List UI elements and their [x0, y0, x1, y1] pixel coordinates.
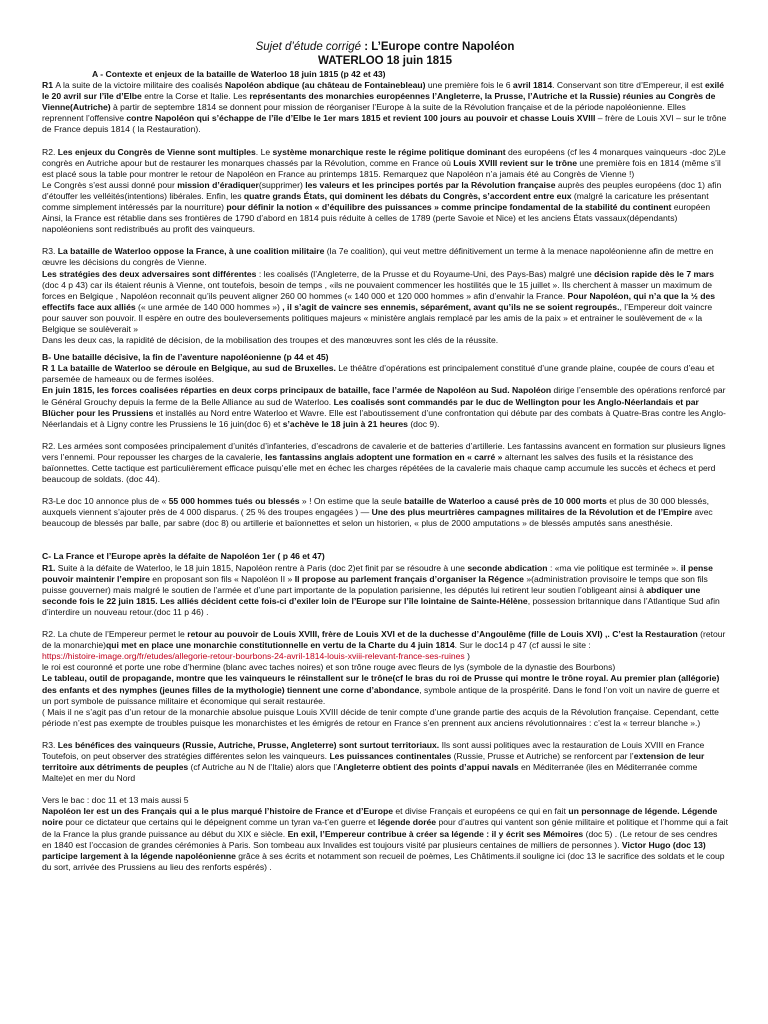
text-run: , l’Empereur doit vaincre pour sauver son pouvoir. Il espère en outre des bouleversements politiques majeurs « ministère anglais remplacé par les amis de la paix » et entrainer le soulèvement de « la Belgique se soulèverait » [42, 301, 713, 334]
text-run: R3-Le doc 10 annonce plus de « [42, 496, 169, 507]
text-run: – frère de Louis XVI – sur le trône de France depuis 1814 ( la Restauration). [42, 113, 727, 135]
text-run: R2. [42, 146, 58, 157]
text-run: 55 000 hommes tués ou blessés [168, 496, 300, 507]
text-run: . Le [255, 146, 273, 157]
text-run: (doc 9). [407, 418, 440, 429]
text-run: dirige l’ensemble des opérations renforcé par le Général Grouchy depuis la ferme de la Belle Alliance au sud de Waterloo. [42, 385, 726, 407]
text-run: un personnage de légende. Légende noire [42, 806, 718, 828]
text-run: R 1 La bataille de Waterloo se déroule en Belgique, au sud de Bruxelles. [42, 363, 336, 374]
text-run: auprès des peuples européens (doc 1) afin d’étouffer les velléités(intentions) libérales. Enfin, les [42, 179, 722, 201]
text-run: Une des plus meurtrières campagnes militaires de la Révolution et de l’Empire [371, 507, 693, 518]
paragraph-c2-link-line [42, 651, 728, 662]
text-run: entre la Corse et Italie. Les [141, 91, 250, 102]
text-run: R1. [42, 562, 56, 573]
paragraph-c2a [42, 629, 728, 651]
text-run: Les stratégies des deux adversaires sont différentes [42, 268, 257, 279]
text-run: avril 1814 [512, 80, 553, 91]
paragraph-c2b [42, 662, 728, 673]
document-subtitle: WATERLOO 18 juin 1815 [318, 55, 452, 67]
text-run: . Conservant son titre d’Empereur, il est [552, 80, 705, 91]
text-run: En juin 1815, les forces coalisées réparties en deux corps principaux de bataille, face l’armée de Napoléon au Sud. Napoléon [42, 385, 552, 396]
text-run: exilé le 20 avril sur l’île d’Elbe [42, 80, 725, 102]
text-run: Il propose au parlement français d’organiser la Régence [294, 573, 524, 584]
text-run: Angleterre obtient des points d’appui navals [337, 762, 519, 773]
text-run: et divise Français et européens ce qui en fait [393, 806, 569, 817]
paragraph-c3 [42, 740, 728, 784]
text-run: Suite à la défaite de Waterloo, le 18 juin 1815, Napoléon rentre à Paris (doc 2)et finit par se résoudre à une [55, 562, 468, 573]
text-run: extension de leur territoire aux détriments de peuples [42, 750, 705, 773]
paragraph-c1 [42, 563, 728, 618]
text-run: européen Ainsi, la France est rétablie dans ses frontières de 1790 d’abord en 1814 puis réduite à celles de 1789 (perte Savoie et Nice) et les anciens États vassaux(dépendants) napoléoniens sont redistribués au profit des vainqueurs. [42, 202, 711, 235]
text-run: (cf Autriche au N de l’Italie) alors que l’ [188, 762, 338, 773]
text-run: les fantassins anglais adoptent une formation en « carré » [265, 451, 503, 462]
text-run: (Russie, Prusse et Autriche) se renforcent par l’ [451, 750, 634, 761]
text-run: décision rapide dès le 7 mars [594, 268, 715, 279]
text-run: Les bénéfices des vainqueurs (Russie, Autriche, Prusse, Angleterre) sont surtout territoriaux. [57, 739, 440, 750]
text-run: et installés au Nord entre Waterloo et Wavre. Elle est l’aboutissement d’une confrontation qui débute par des combats à Quatre-Bras contre les Anglo-Néerlandais et à Ligny contre les Prussiens le 16 juin(doc 6) et [42, 407, 726, 429]
text-run: représentants des monarchies européennes l’Angleterre, la Prusse, l’Autriche et la Russie) réunies au Congrès de Vienne(Autriche) [42, 91, 716, 113]
section-c-heading: C- La France et l’Europe après la défaite de Napoléon 1er ( p 46 et 47) [42, 551, 325, 562]
paragraph-b1b [42, 385, 728, 429]
paragraph-a2b [42, 180, 728, 235]
text-run: R2. La chute de l’Empereur permet le [42, 629, 188, 640]
text-run: R2. Les armées sont composées principalement d’unités d’infanteries, d’escadrons de cavalerie et de batteries d’artillerie. Les fantassins avancent en formation sur plusieurs lignes vers l’ennemi. Pour repousser les charges de la cavalerie, [42, 440, 726, 462]
text-run: Les coalisés sont commandés par le duc de Wellington pour les Anglo-Néerlandais et par Blücher pour les Prussiens [42, 396, 699, 418]
text-run: en proposant son fils « Napoléon II » [149, 573, 295, 584]
text-run: Pour Napoléon, qui n’a que la ½ des effectifs face aux alliés [42, 290, 716, 312]
text-run: , symbole antique de la prospérité. Dans le fond l’on voit un navire de guerre et un port symbole de puissance militaire et économique qui serait restaurée. [42, 684, 720, 706]
text-run: système monarchique reste le régime politique dominant [272, 146, 506, 157]
text-run: s’achève le 18 juin à 21 heures [282, 418, 408, 429]
source-link[interactable]: https://histoire-image.org/fr/etudes/allegorie-retour-bourbons-24-avril-1814-louis-xviii-relevant-france-ses-ruines [42, 651, 465, 662]
paragraph-b3 [42, 496, 728, 529]
text-run: » ! On estime que la seule [299, 496, 405, 507]
paragraph-a3c: Dans les deux cas, la rapidité de décision, de la mobilisation des troupes et des manœuvres sont les clés de la réussite. [42, 335, 499, 346]
text-run: : «ma vie politique est terminée ». [547, 562, 681, 573]
text-run: à partir de septembre 1814 se donnent pour mission de réorganiser l’Europe à la suite de la Révolution française et de la période napoléonienne. Elles reprennent l’offensive [42, 102, 686, 124]
title-prefix: Sujet d’étude corrigé [255, 41, 362, 53]
text-run: pour d’autres qui vantent son génie militaire et politique et l’homme qui a fait de la France la plus grande puissance au début du XIX e siècle. [42, 817, 728, 839]
source-link-end: ) [464, 651, 470, 662]
text-run: , possession britannique dans l’Atlantique Sud afin d’interdire un nouveau retour.(doc 11 p 46) . [42, 595, 720, 617]
text-run: Napoléon Ier est un des Français qui a le plus marqué l’histoire de France et d’Europe [42, 806, 394, 817]
text-run: bataille de Waterloo a causé près de 10 000 morts [404, 496, 607, 507]
text-run: (« une armée de 140 000 hommes ») [135, 301, 283, 312]
bac-note: Vers le bac : doc 11 et 13 mais aussi 5 [42, 795, 189, 806]
paragraph-a2a [42, 147, 728, 180]
paragraph-a3b [42, 269, 728, 336]
text-run: les valeurs et les principes portés par la Révolution française [305, 179, 556, 190]
text-run: une première fois le 6 [425, 80, 513, 91]
text-run: pour définir la notion « d’équilibre des puissances » comme principe fondamental de la stabilité du continent [226, 202, 672, 213]
text-run: »(administration provisoire le temps que son fils puisse gouverner) mais malgré le soutien de l’armée et d’une part importante de la population parisienne, les députés lui retirent leur soutien l’obligeant ainsi à [42, 573, 708, 595]
text-run: le roi est couronné et porte une robe d’hermine (blanc avec taches noires) et son trône rouge avec fleurs de lys (symbole de la dynastie des Bourbons) [42, 662, 616, 673]
text-run: Louis XVIII revient sur le trône [453, 157, 577, 168]
text-run: Les enjeux du Congrès de Vienne sont multiples [57, 146, 256, 157]
text-run: (la 7e coalition), qui veut mettre définitivement un terme à la menace napoléonienne afin de mettre en œuvre les décisions du congrès de Vienne. [42, 246, 714, 268]
text-run: R1 [42, 80, 56, 91]
text-run: Ils sont aussi politiques avec la restauration de Louis XVIII en France Toutefois, on peut observer des stratégies différentes selon les vainqueurs. [42, 739, 705, 761]
text-run: Les puissances continentales [329, 750, 452, 761]
text-run: En exil, l’Empereur contribue à créer sa légende : il y écrit ses Mémoires [287, 828, 584, 839]
text-run: des européens (cf les 4 monarques vainqueurs -doc 2)Le congrès en Autriche apour but de restaurer les monarques chassés par la Révolution, comme en France où [42, 146, 726, 168]
text-run: Victor Hugo (doc 13) participe largement à la légende napoléonienne [42, 839, 706, 861]
section-b-heading: B- Une bataille décisive, la fin de l’aventure napoléonienne (p 44 et 45) [42, 352, 329, 363]
text-run: , il s’agit de vaincre ses ennemis, séparément, avant qu’ils ne se soient regroupés. [282, 301, 620, 312]
text-run: abdiquer une seconde fois le 22 juin 1815. Les alliés décident cette fois-ci d’exiler loin de l’Europe sur l’île lointaine de Sainte-Hélène [42, 584, 701, 606]
title-main: : L’Europe contre Napoléon [361, 41, 515, 53]
text-run: pour ce dictateur que certains qui le dépeignent comme un tyran va-t’en guerre et [63, 817, 378, 828]
text-run: seconde abdication [467, 562, 548, 573]
text-run: (retour de la monarchie) [42, 629, 726, 651]
paragraph-c2d: ( Mais il ne s’agit pas d’un retour de la monarchie absolue puisque Louis XVIII décide de tenir compte d’une grande partie des acquis de la Révolution française. Cependant, cette période n’est pas exempte de troubles puisque les monarchistes et les émigrés de retour en France s’en prennent aux anciens révolutionnaires : c’est la « terreur blanche ».) [42, 706, 719, 728]
text-run: avec beaucoup de blessés par balle, par sabre (doc 8) ou artillerie et baïonnettes et selon un historien, « plus de 2000 amputations » de blessés amputés sans anesthésie. [42, 507, 713, 529]
text-run: R3. [42, 246, 58, 257]
text-run: : les coalisés (l’Angleterre, de la Prusse et du Royaume-Uni, des Pays-Bas) malgré une [256, 268, 595, 279]
text-run: R3. [42, 739, 58, 750]
text-run: (doc 4 p 43) car ils étaient réunis à Vienne, ont toutefois, besoin de temps , «ils ne pouvaient commencer les hostilités que le 15 juillet ». Ils cherchent à masser un maximum de forces en Belgique , Napoléon reconnait qu’ils peuvent aligner 260 00 hommes (« 140 000 et 120 000 hommes » afin d’envahir la France. [42, 279, 713, 301]
text-run: mission d’éradiquer [177, 179, 259, 190]
text-run: alternant les salves des fusils et la résistance des baïonnettes. Cette tactique est particulièrement efficace puisqu’elle met en échec les charges répétées de la cavalerie mais chaque camp accumule les succès et échecs et perd beaucoup de soldats. (doc 44). [42, 451, 716, 485]
paragraph-a3a [42, 246, 728, 268]
text-run: et plus de 30 000 blessés, auxquels viennent s’ajouter près de 4 000 disparus. ( 25 % des troupes engagées ) — [42, 496, 710, 518]
text-run: il pense pouvoir maintenir l’empire [42, 562, 713, 584]
text-run: Le tableau, outil de propagande, montre que les vainqueurs le réinstallent sur le trône(cf le bras du roi de Prusse qui montre le trône royal. Au premier plan (allégorie) des enfants et des nymphes (jeunes filles de la mythologie) [42, 673, 720, 695]
text-run: A la suite de la victoire militaire des coalisés [55, 80, 225, 91]
text-run: grâce à ses écrits et notamment son recueil de poèmes, Les Châtiments.il souligne ici (doc 13 le sacrifice des soldats et le coup du sort, arrivée des Prussiens au lieu des renforts espérés) . [42, 850, 725, 872]
text-run: Le théâtre d’opérations est principalement constitué d’une grande plaine, coupée de cours d’eau et parsemée de hameaux ou de fermes isolées. [42, 363, 715, 385]
paragraph-final [42, 806, 728, 873]
text-run: La bataille de Waterloo oppose la France, à une coalition militaire [57, 246, 325, 257]
text-run: (doc 5) . (Le retour de ses cendres en 1840 est l’occasion de grandes cérémonies à Paris. Son tombeau aux Invalides est toujours visité par plusieurs centaines de milliers de personnes ). [42, 828, 718, 850]
section-a-heading: A - Contexte et enjeux de la bataille de Waterloo 18 juin 1815 (p 42 et 43) [92, 69, 386, 79]
text-run: . Sur le doc14 p 47 (cf aussi le site : [454, 640, 591, 651]
text-run: Napoléon abdique (au château de Fontainebleau) [224, 80, 426, 91]
text-run: en Méditerranée (iles en Méditerranée comme Malte)et en mer du Nord [42, 762, 698, 784]
document-title [42, 40, 728, 54]
text-run: légende dorée [377, 817, 437, 828]
text-run: retour au pouvoir de Louis XVIII, frère de Louis XVI et de la duchesse d’Angoulême (fille de Louis XVI) ,. C’est la Restauration [187, 629, 698, 640]
paragraph-b2 [42, 441, 728, 485]
text-run: une première fois en 1814 (même s’il est placé sous la table pour montrer le retour de Napoléon en France au printemps 1815. Remarquez que Napoléon n’a jamais été au Congrès de Vienne !) [42, 157, 721, 179]
paragraph-a1 [42, 80, 728, 135]
paragraph-c2c [42, 673, 728, 706]
text-run: quatre grands États, qui dominent les débats du Congrès, s’accordent entre eux [243, 190, 572, 201]
text-run: (malgré la caricature les présentant comme simplement intéressés par la nourriture) [42, 190, 709, 213]
paragraph-b1a [42, 363, 728, 385]
text-run: (supprimer) [258, 179, 306, 190]
text-run: Le Congrès s’est aussi donné pour [42, 179, 178, 190]
text-run: contre Napoléon qui s’échappe de l’île d’Elbe le 1er mars 1815 et revient 100 jours au pouvoir et chasse Louis XVIII [126, 113, 596, 124]
text-run: qui met en place une monarchie constitutionnelle en vertu de la Charte du 4 juin 1814 [106, 640, 455, 651]
text-run: tiennent une corne d’abondance [287, 684, 420, 695]
